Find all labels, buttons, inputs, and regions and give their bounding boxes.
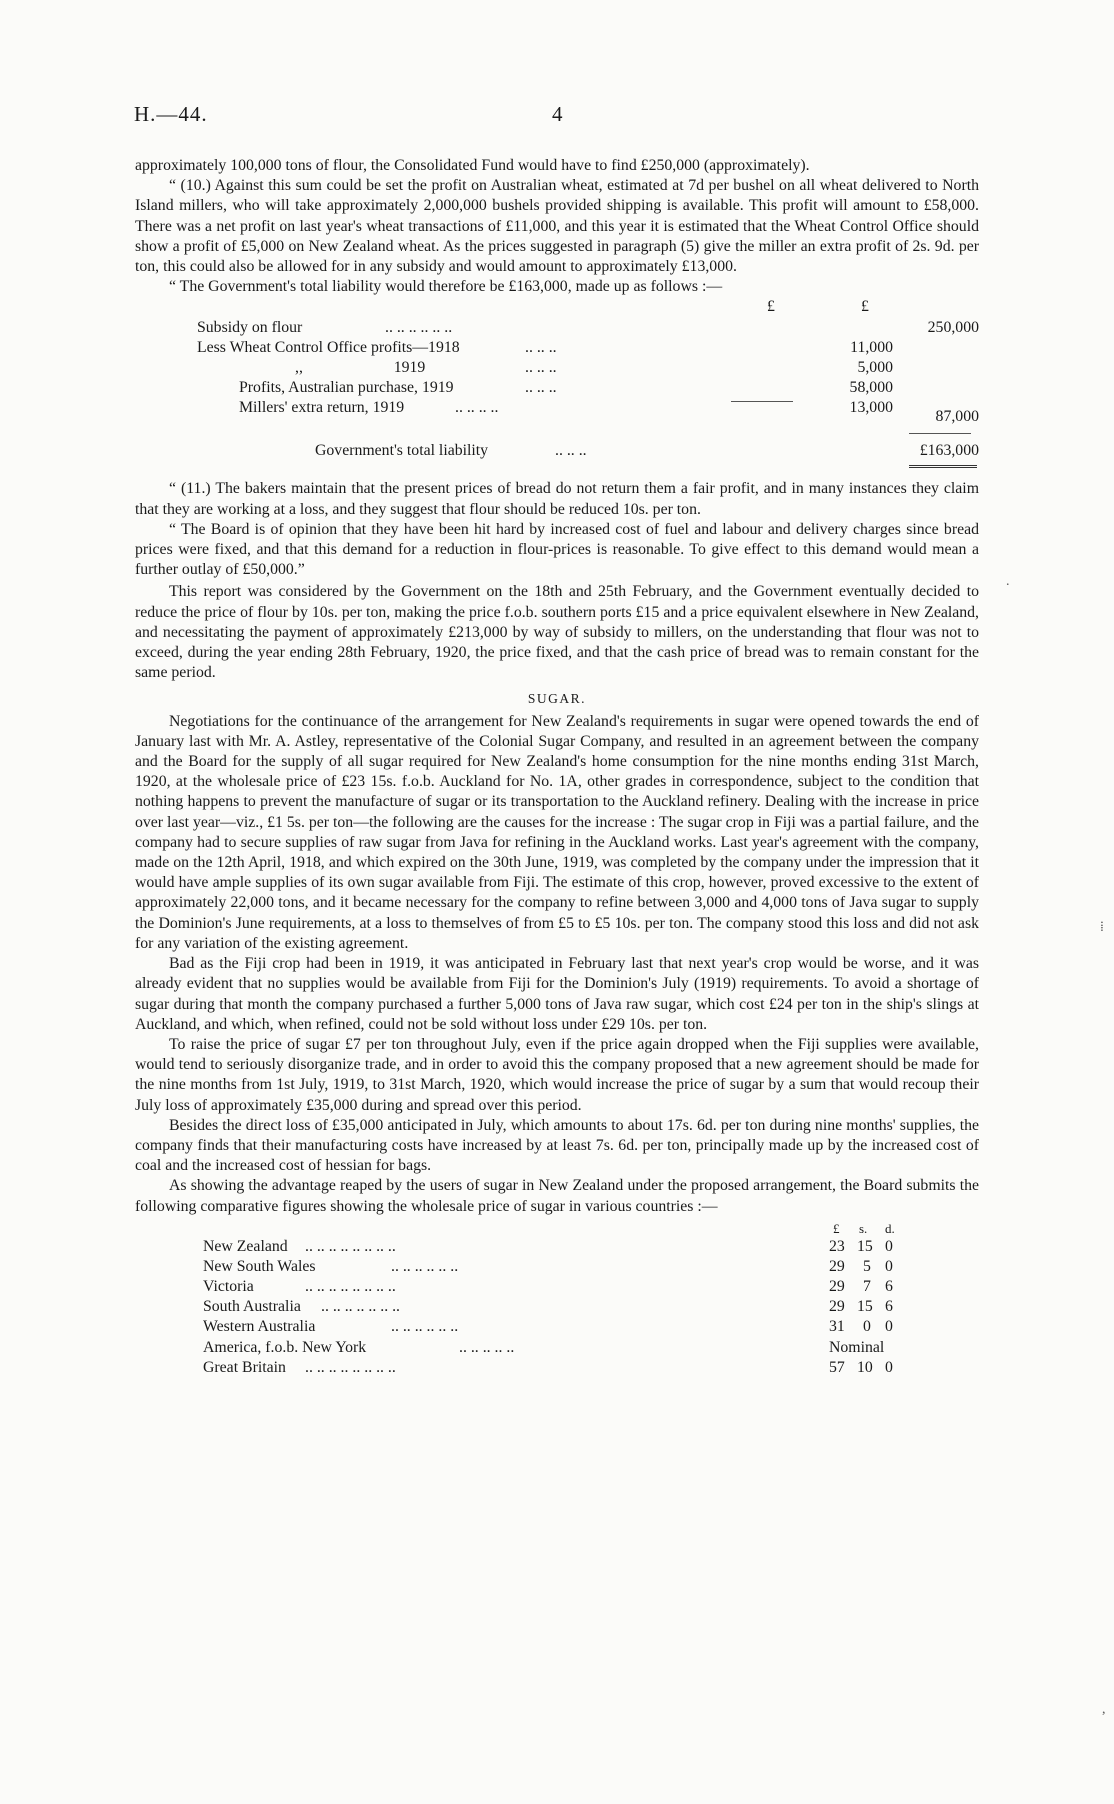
leader-dots: .. .. .. [525,358,557,376]
amount: 58,000 [849,379,893,397]
country-name: America, f.o.b. New York [203,1338,367,1356]
table-row [135,358,979,378]
table-header-row [135,297,979,317]
price-shillings: 7 [863,1278,871,1296]
price-pounds: 29 [829,1278,845,1296]
row-label: Less Wheat Control Office profits—1918 [197,338,460,356]
price-pence: 6 [885,1298,893,1316]
leader-dots: .. .. .. .. .. .. [391,1318,459,1336]
price-pounds: 31 [829,1318,845,1336]
table-header-row [135,1219,979,1237]
page-number: 4 [552,102,564,126]
leader-dots: .. .. .. .. .. .. [385,318,453,336]
paragraph-report: This report was considered by the Government on the 18th and 25th February, and the Government eventually decided to reduce the price of flour by 10s. per ton, making the price f.o.b. southern ports £15 and a price equivalent elsewhere in New Zealand, and necessitating the payment of approximately £213,000 by way of subsidy to millers, on the understanding that flour was not to exceed, during the year ending 28th February, 1920, the price fixed, and that the cash price of bread was to remain constant for the same period. [135,583,979,682]
country-name: South Australia [203,1298,301,1316]
paragraph-sugar-1: Negotiations for the continuance of the arrangement for New Zealand's requirements in sugar were opened towards the end of January last with Mr. A. Astley, representative of the Colonial Sugar Company, and resulted in an agreement between the company and the Board for the supply of all sugar required for New Zealand's home consumption for the nine months ending 31st March, 1920, at the wholesale price of £23 15s. f.o.b. Auckland for No. 1A, other grades in correspondence, subject to the condition that nothing happens to prevent the manufacture of sugar or its transportation to the Auckland refinery. Dealing with the increase in price over last year—viz., £1 5s. per ton—the following are the causes for the increase : The sugar crop in Fiji was a partial failure, and the company had to secure supplies of raw sugar from Java for refining in the Auckland works. Last year's agreement with the company, made on the 12th April, 1918, and which expired on the 30th June, 1919, was completed by the company under the impression that it would have ample supplies of its own sugar available from Fiji. The estimate of this crop, however, proved excessive to the extent of approximately 22,000 tons, and it became necessary for the company to refine between 3,000 and 4,000 tons of Java sugar to supply the Dominion's June requirements, at a loss to themselves of from £5 to £5 10s. per ton. The company stood this loss and did not ask for any variation of the existing agreement. [135,712,979,952]
total-row [135,441,979,461]
country-name: New South Wales [203,1257,316,1275]
country-name: Western Australia [203,1318,316,1336]
liability-table [135,297,979,463]
price-shillings: 5 [863,1257,871,1275]
paragraph-11b: “ The Board is of opinion that they have been hit hard by increased cost of fuel and labour and delivery charges since bread prices were fixed, and that this demand for a reduction in flour-prices is reasonable. To give effect to this demand would mean a further outlay of £50,000.” [135,520,979,579]
total-rule [909,433,971,434]
leader-dots: .. .. .. .. [455,399,499,417]
leader-dots: .. .. .. [555,442,587,460]
price-pounds: 29 [829,1257,845,1275]
price-shillings: 15 [857,1298,873,1316]
table-row [135,1358,979,1378]
column-header-pounds: £ [833,1220,840,1236]
table-row [135,1338,979,1358]
leader-dots: .. .. .. .. .. .. [391,1257,459,1275]
row-label: Subsidy on flour [197,318,303,336]
paragraph-sugar-3: To raise the price of sugar £7 per ton throughout July, even if the price again dropped when the Fiji supplies were available, would tend to seriously disorganize trade, and in order to avoid this the company proposed that a new agreement should be made for the nine months from 1st July, 1919, to 31st March, 1920, which would increase the price of sugar by a sum that would recoup their July loss of approximately £35,000 during and spread over this period. [135,1035,979,1114]
price-pence: 0 [885,1318,893,1336]
leader-dots: .. .. .. .. .. .. .. .. [305,1278,396,1296]
table-row [135,1257,979,1277]
price-shillings: 10 [857,1358,873,1376]
table-row [135,318,979,338]
total-double-rule [909,465,977,468]
leader-dots: .. .. .. .. .. .. .. .. [305,1358,396,1376]
amount: 250,000 [927,318,979,336]
paragraph-intro: approximately 100,000 tons of flour, the Consolidated Fund would have to find £250,000 (approximately). [135,157,810,174]
table-row [135,338,979,358]
column-header-pence: d. [885,1220,895,1236]
price-pence: 0 [885,1257,893,1275]
table-row [135,1237,979,1257]
column-header: £ [767,298,775,316]
paragraph-11a: “ (11.) The bakers maintain that the present prices of bread do not return them a fair profit, and in many instances they claim that they are working at a loss, and they suggest that flour should be reduced 10s. per ton. [135,480,979,518]
price-pence: 6 [885,1278,893,1296]
column-header: £ [861,298,869,316]
subtotal-rule [731,401,793,402]
paragraph-liability: “ The Government's total liability would therefore be £163,000, made up as follows :— [169,278,723,296]
column-header-shillings: s. [859,1220,868,1236]
price-pence: 0 [885,1358,893,1376]
price-pounds: 57 [829,1358,845,1376]
total-label: Government's total liability [315,442,489,460]
country-name: Victoria [203,1278,254,1296]
table-row [135,378,979,398]
leader-dots: .. .. .. .. .. [459,1338,515,1356]
amount: 5,000 [857,358,893,376]
table-row [135,1317,979,1337]
country-name: New Zealand [203,1237,288,1255]
table-row [135,1297,979,1317]
document-reference: H.—44. [134,102,208,126]
section-heading-sugar: SUGAR. [527,691,587,707]
total-amount: £163,000 [919,442,979,460]
price-pence: 0 [885,1237,893,1255]
paragraph-10: “ (10.) Against this sum could be set the profit on Australian wheat, estimated at 7d per bushel on all wheat delivered to North Island millers, who will take approximately 2,000,000 bushels provided shipping is available. This profit will amount to £58,000. There was a net profit on last year's wheat transactions of £11,000, and this year it is estimated that the Wheat Control Office should show a profit of £5,000 on New Zealand wheat. As the prices suggested in paragraph (5) give the miller an extra profit of 2s. 9d. per ton, this could also be allowed for in any subsidy and would amount to approximately £13,000. [135,177,979,276]
amount: 13,000 [849,399,893,417]
price-shillings: 0 [863,1318,871,1336]
leader-dots: .. .. .. .. .. .. .. [321,1298,400,1316]
price-pounds: 23 [829,1237,845,1255]
row-label: ,, 1919 [295,358,426,376]
leader-dots: .. .. .. [525,338,557,356]
price-nominal: Nominal [829,1338,885,1356]
country-name: Great Britain [203,1358,286,1376]
subtotal-row [135,407,979,427]
leader-dots: .. .. .. [525,379,557,397]
row-label: Millers' extra return, 1919 [239,399,405,417]
scan-mark: . [1006,574,1010,589]
paragraph-sugar-4: Besides the direct loss of £35,000 anticipated in July, which amounts to about 17s. 6d. per ton during nine months' supplies, the company finds that their manufacturing costs have increased by at least 7s. 6d. per ton, principally made up by the increased cost of coal and the increased cost of hessian for bags. [135,1116,979,1175]
document-body [135,156,979,1378]
subtotal-amount: 87,000 [935,408,979,426]
paragraph-sugar-5: As showing the advantage reaped by the users of sugar in New Zealand under the proposed arrangement, the Board submits the following comparative figures showing the wholesale price of sugar in various countries :— [135,1177,979,1215]
paragraph-sugar-2: Bad as the Fiji crop had been in 1919, it was anticipated in February last that next year's crop would be worse, and it was already evident that no supplies would be available from Fiji for the Dominion's July (1919) requirements. To avoid a shortage of sugar during that month the company purchased a further 5,000 tons of Java raw sugar, which cost £24 per ton in the ship's slings at Auckland, and which, when refined, could not be sold without loss under £29 10s. per ton. [135,955,979,1033]
scan-mark: ⁞ [1100,920,1104,935]
amount: 11,000 [850,338,893,356]
scan-mark: , [1102,1702,1106,1717]
table-row [135,1277,979,1297]
sugar-price-table [135,1219,979,1378]
leader-dots: .. .. .. .. .. .. .. .. [305,1237,396,1255]
row-label: Profits, Australian purchase, 1919 [239,379,454,397]
price-pounds: 29 [829,1298,845,1316]
price-shillings: 15 [857,1237,873,1255]
